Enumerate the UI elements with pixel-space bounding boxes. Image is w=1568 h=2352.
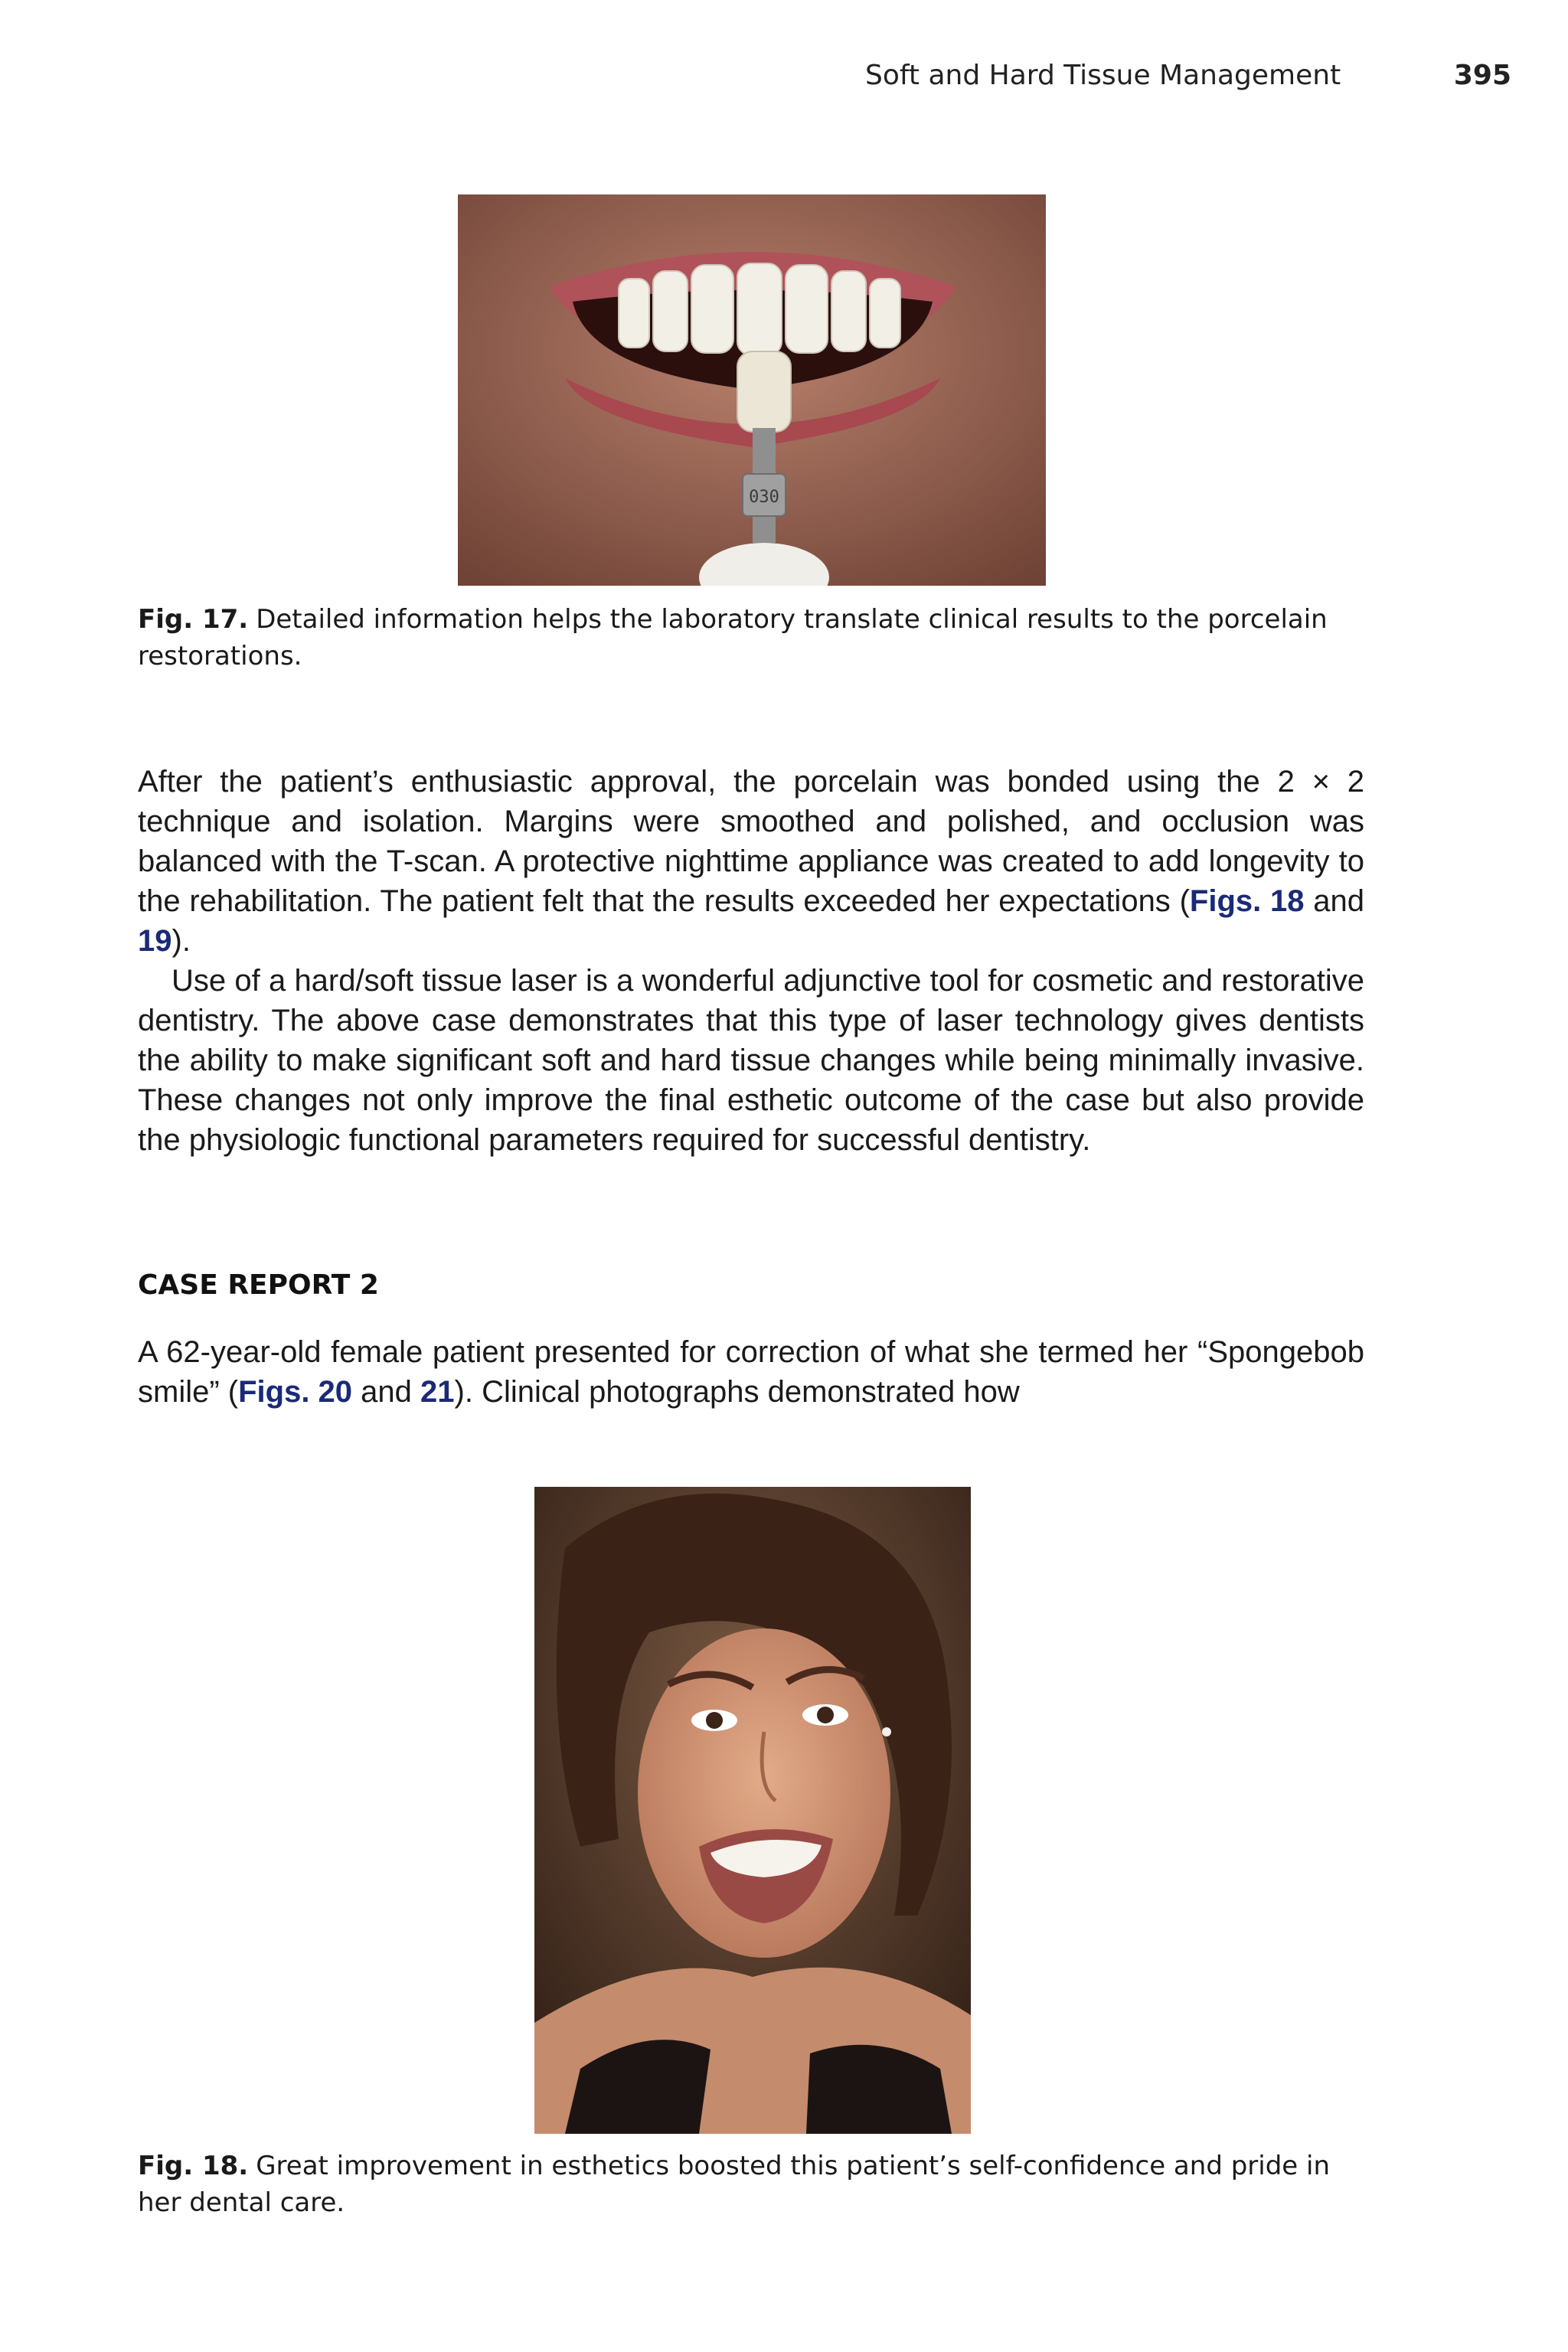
paragraph-2: Use of a hard/soft tissue laser is a wonderful adjunctive tool for cosmetic and restorative dentistry. The above case demonstrates that this type of laser technology gives dentists the ability to make significant soft and hard tissue changes while being minimally invasive. These changes not only improve the final esthetic outcome of the case but also provide the physiologic functional parameters required for successful dentistry. — [138, 964, 1364, 1157]
paragraph-1 — [138, 762, 1364, 961]
paragraph-3-text: and — [352, 1375, 421, 1409]
paragraph-1-text: and — [1304, 884, 1364, 918]
paragraph-3-text: ). Clinical photographs demonstrated how — [454, 1375, 1020, 1409]
body-text-block-1 — [138, 762, 1364, 1160]
figure-reference-link[interactable]: Figs. 18 — [1189, 884, 1305, 918]
figure-18-label: Fig. 18. — [138, 2151, 249, 2181]
paragraph-1-text: ). — [172, 924, 191, 958]
figure-reference-link[interactable]: 21 — [420, 1375, 455, 1409]
figure-18-caption — [138, 2148, 1364, 2221]
figure-17-label: Fig. 17. — [138, 604, 249, 635]
running-head — [865, 60, 1511, 106]
section-heading: CASE REPORT 2 — [138, 1269, 379, 1301]
figure-18-photo — [534, 1487, 971, 2134]
body-text-block-2 — [138, 1332, 1364, 1412]
figure-17-photo — [458, 194, 1046, 586]
smile-shade-tab-illustration — [458, 194, 1046, 586]
shade-tab-label: 030 — [749, 488, 779, 507]
smiling-woman-portrait-illustration — [534, 1487, 971, 2134]
figure-17-caption-text: Detailed information helps the laboratory translate clinical results to the porcelain restorations. — [138, 604, 1328, 671]
figure-17-caption — [138, 601, 1364, 675]
page-number: 395 — [1453, 60, 1511, 91]
running-head-title: Soft and Hard Tissue Management — [865, 60, 1341, 91]
paragraph-1-text: After the patient’s enthusiastic approval, the porcelain was bonded using the 2 × 2 technique and isolation. Margins were smoothed and polished, and occlusion was balanced with the T-scan. A protective nighttime appliance was created to add longevity to the rehabilitation. The patient felt that the results exceeded her expectations ( — [138, 765, 1364, 918]
figure-reference-link[interactable]: 19 — [138, 924, 172, 958]
paragraph-3-text: A 62-year-old female patient presented for correction of what she termed her “Spongebob smile” ( — [138, 1335, 1364, 1409]
figure-18-caption-text: Great improvement in esthetics boosted this patient’s self-confidence and pride in her dental care. — [138, 2151, 1331, 2218]
figure-reference-link[interactable]: Figs. 20 — [238, 1375, 353, 1409]
paragraph-3 — [138, 1332, 1364, 1412]
